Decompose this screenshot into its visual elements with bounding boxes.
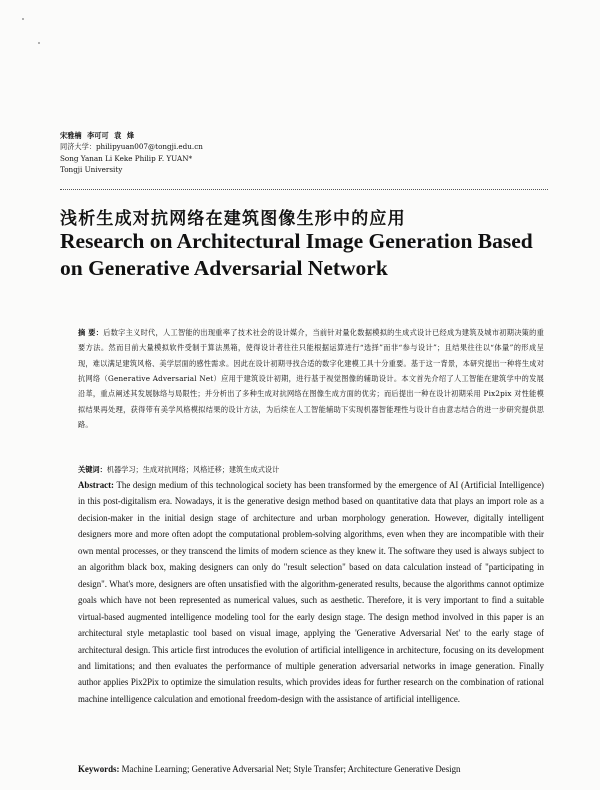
author-names-cn: 宋雅楠 李可可 袁 烽 <box>60 131 135 140</box>
author-names-en: Song Yanan Li Keke Philip F. YUAN* <box>60 153 193 163</box>
abstract-cn <box>78 325 544 432</box>
scan-speck <box>38 42 40 44</box>
author-affiliation-en: Tongji University <box>60 164 123 174</box>
header-divider <box>60 189 548 190</box>
keywords-cn <box>78 463 544 477</box>
author-block <box>60 130 360 175</box>
abstract-en-label: Abstract: <box>78 480 114 490</box>
author-affiliation-email: 同济大学：philipyuan007@tongji.edu.cn <box>60 142 203 152</box>
scan-speck <box>22 18 24 20</box>
abstract-cn-label: 摘 要： <box>78 328 104 337</box>
keywords-en-text: Machine Learning; Generative Adversarial Net; Style Transfer; Architecture Generative Design <box>121 764 461 774</box>
abstract-cn-text: 后数字主义时代，人工智能的出现重率了技术社会的设计媒介，当前针对量化数据模拟的生成式设计已经成为建筑及城市初期决策的重要方法。然而目前大量模拟软件受制于算法黑箱，使得设计者往往只能根据运算进行“选择”而非“参与设计”；且结果往往以“体量”的形成呈现，难以满足建筑风格、美学层面的感性需求。因此在设计初期寻找合适的数字化建模工具十分重要。基于这一背景，本研究提出一种将生成对抗网络（Generative Adversarial Net）应用于建筑设计初期，进行基于视觉图像的辅助设计。本文首先介绍了人工智能在建筑学中的发展沿革，重点阐述其发展脉络与局限性；并分析出了多种生成对抗网络在图像生成方面的优劣；而后提出一种在设计初期采用 Pix2pix 对性能模拟结果再处理，获得带有美学风格模拟结果的设计方法，为后续在人工智能辅助下实现机器智能理性与设计自由意志结合的进一步研究提供思路。 <box>78 328 544 430</box>
title-en: Research on Architectural Image Generation Based on Generative Adversarial Network <box>60 229 533 280</box>
keywords-cn-label: 关键词： <box>78 465 107 474</box>
keywords-cn-text: 机器学习；生成对抗网络；风格迁移；建筑生成式设计 <box>106 465 280 474</box>
keywords-en-label: Keywords: <box>78 764 120 774</box>
title-cn: 浅析生成对抗网络在建筑图像生形中的应用 <box>60 209 406 229</box>
keywords-en <box>78 762 548 776</box>
abstract-en-text: The design medium of this technological society has been transformed by the emergence of AI (Artificial Intelligence) in this post-digitalism era. Nowadays, it is the generative design method based on quantitative data that plays an import role as a decision-maker in the initial design stage of architecture and urban morphology generation. However, digitally intelligent designers more and more often adopt the computational problem-solving algorithms, even when they are incompatible with their own mental processes, or they transcend the limits of modern science as they knew it. The software they used is always subject to an algorithm black box, making designers can only do "result selection" based on data calculation instead of "participating in design". What's more, designers are often unsatisfied with the algorithm-generated results, because the algorithms cannot optimize goals which have not been represented as numerical values, such as aesthetic. Therefore, it is very important to find a suitable virtual-based augmented intelligence modeling tool for the early design stage. The design method involved in this paper is an architectural style metaplastic tool based on visual image, applying the 'Generative Adversarial Net' to the early stage of architectural design. This article first introduces the evolution of artificial intelligence in architecture, focusing on its development and limitations; and then evaluates the performance of multiple generation adversarial networks in image generation. Finally author applies Pix2Pix to optimize the simulation results, which provides ideas for further research on the combination of rational machine intelligence calculation and emotional freedom-design with the assistance of artificial intelligence. <box>78 480 544 704</box>
abstract-en <box>78 477 544 707</box>
